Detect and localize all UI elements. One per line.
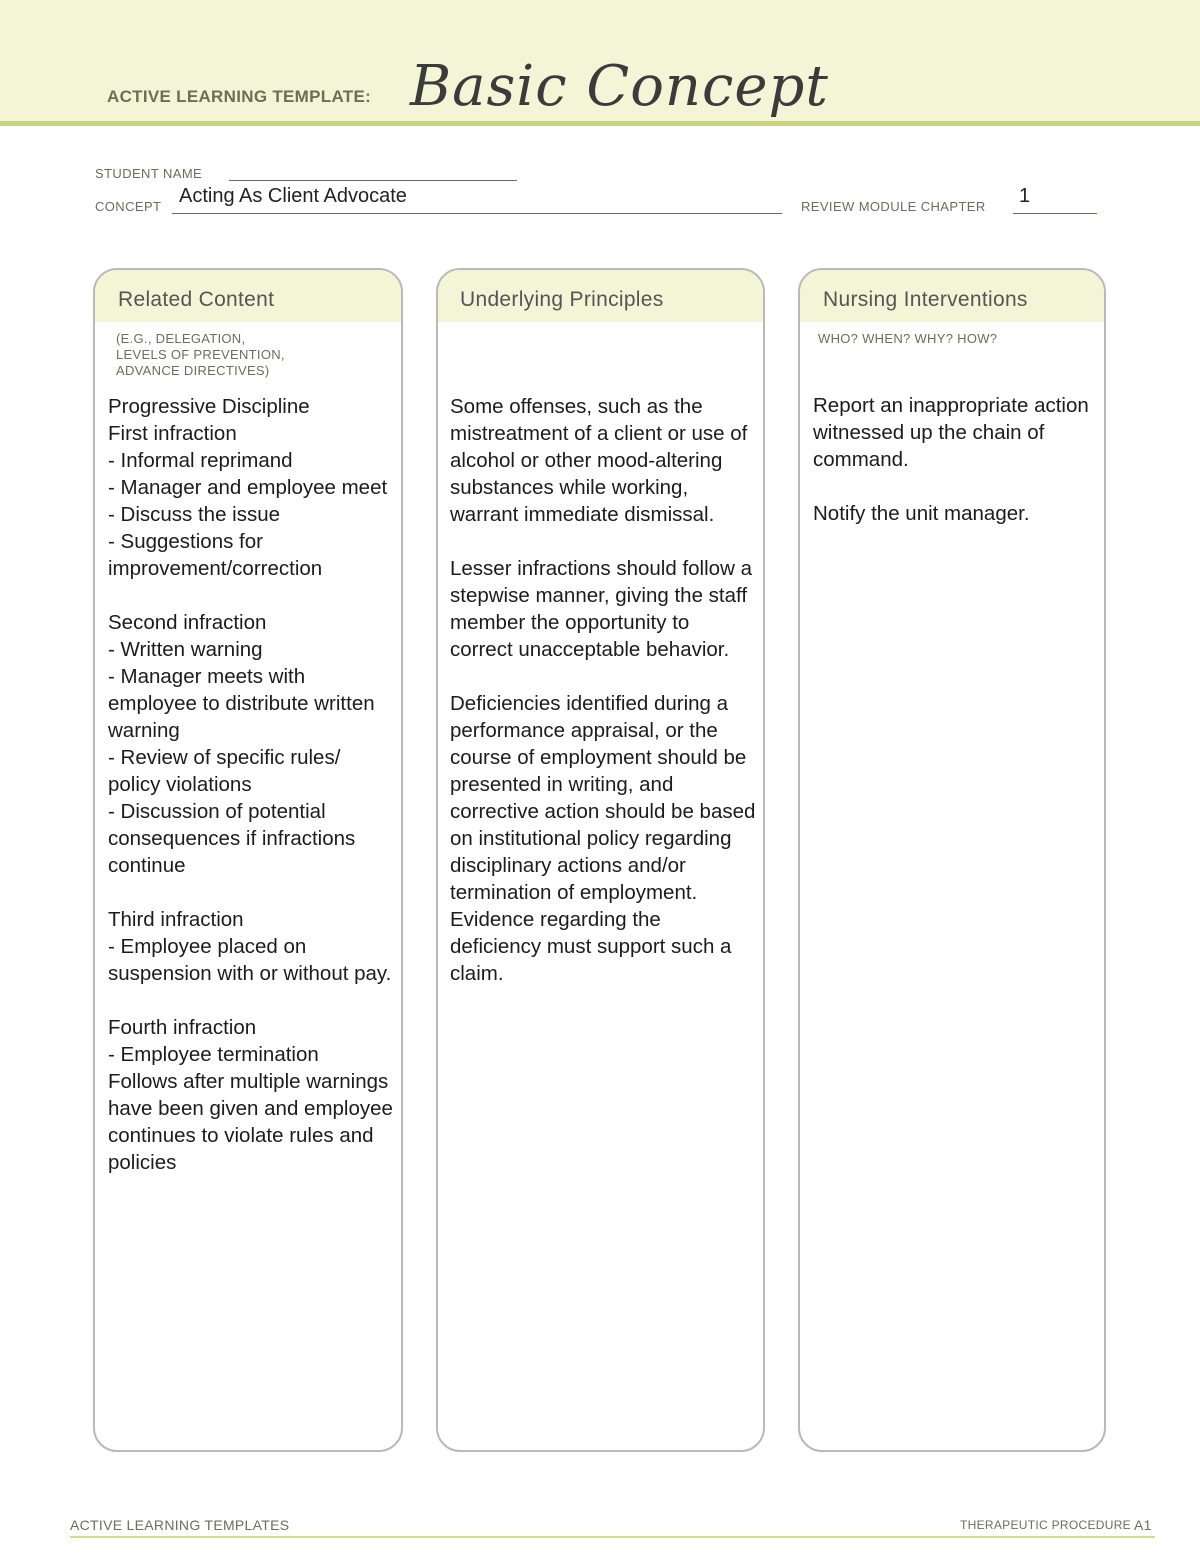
page-title: Basic Concept [410, 54, 829, 119]
related-content-card [93, 268, 403, 1452]
nursing-interventions-text[interactable]: Report an inappropriate action witnessed up the chain of command. Notify the unit manager. [813, 394, 1089, 525]
concept-value: Acting As Client Advocate [179, 185, 407, 207]
review-module-field[interactable] [1013, 213, 1097, 214]
nursing-interventions-card [798, 268, 1106, 1452]
underlying-principles-text[interactable]: Some offenses, such as the mistreatment of a client or use of alcohol or other mood-altering substances while working, warrant immediate dismissal. Lesser infractions should follow a stepwise manner, giving the staff member the opportunity to correct unacceptable behavior. Deficiencies identified during a performance appraisal, or the course of employment should be presented in writing, and corrective action should be based on institutional policy regarding disciplinary actions and/or termination of employment. Evidence regarding the deficiency must support such a claim. [450, 395, 756, 985]
card-subtitle: (E.G., DELEGATION, LEVELS OF PREVENTION, ADVANCE DIRECTIVES) [116, 331, 285, 378]
footer-code: A1 [1134, 1517, 1152, 1533]
card-title: Related Content [118, 288, 275, 311]
underlying-principles-card [436, 268, 765, 1452]
footer-left-label: ACTIVE LEARNING TEMPLATES [70, 1517, 290, 1533]
card-subtitle: WHO? WHEN? WHY? HOW? [818, 331, 998, 346]
template-label: ACTIVE LEARNING TEMPLATE: [107, 87, 372, 106]
review-module-label: REVIEW MODULE CHAPTER [801, 199, 986, 214]
card-title: Nursing Interventions [823, 288, 1028, 311]
student-name-label: STUDENT NAME [95, 166, 203, 181]
footer-procedure-label: THERAPEUTIC PROCEDURE [960, 1518, 1131, 1532]
header-rule [0, 121, 1200, 126]
footer-rule [70, 1536, 1155, 1538]
concept-label: CONCEPT [95, 199, 162, 214]
concept-field[interactable] [172, 213, 782, 214]
related-content-text[interactable]: Progressive Discipline First infraction - Informal reprimand - Manager and employee meet - Discuss the issue - Suggestions for improvement/correction Second infraction - Written warning - Manager meets with employee to distribute written warning - Review of specific rules/ policy violations - Discussion of potential consequences if infractions continue Third infraction - Employee placed on suspension with or without pay. Fourth infraction - Employee termination Follows after multiple warnings have been given and employee continues to violate rules and policies [108, 395, 393, 1174]
review-module-value: 1 [1019, 185, 1031, 207]
student-name-field[interactable] [229, 180, 517, 181]
card-title: Underlying Principles [460, 288, 664, 311]
